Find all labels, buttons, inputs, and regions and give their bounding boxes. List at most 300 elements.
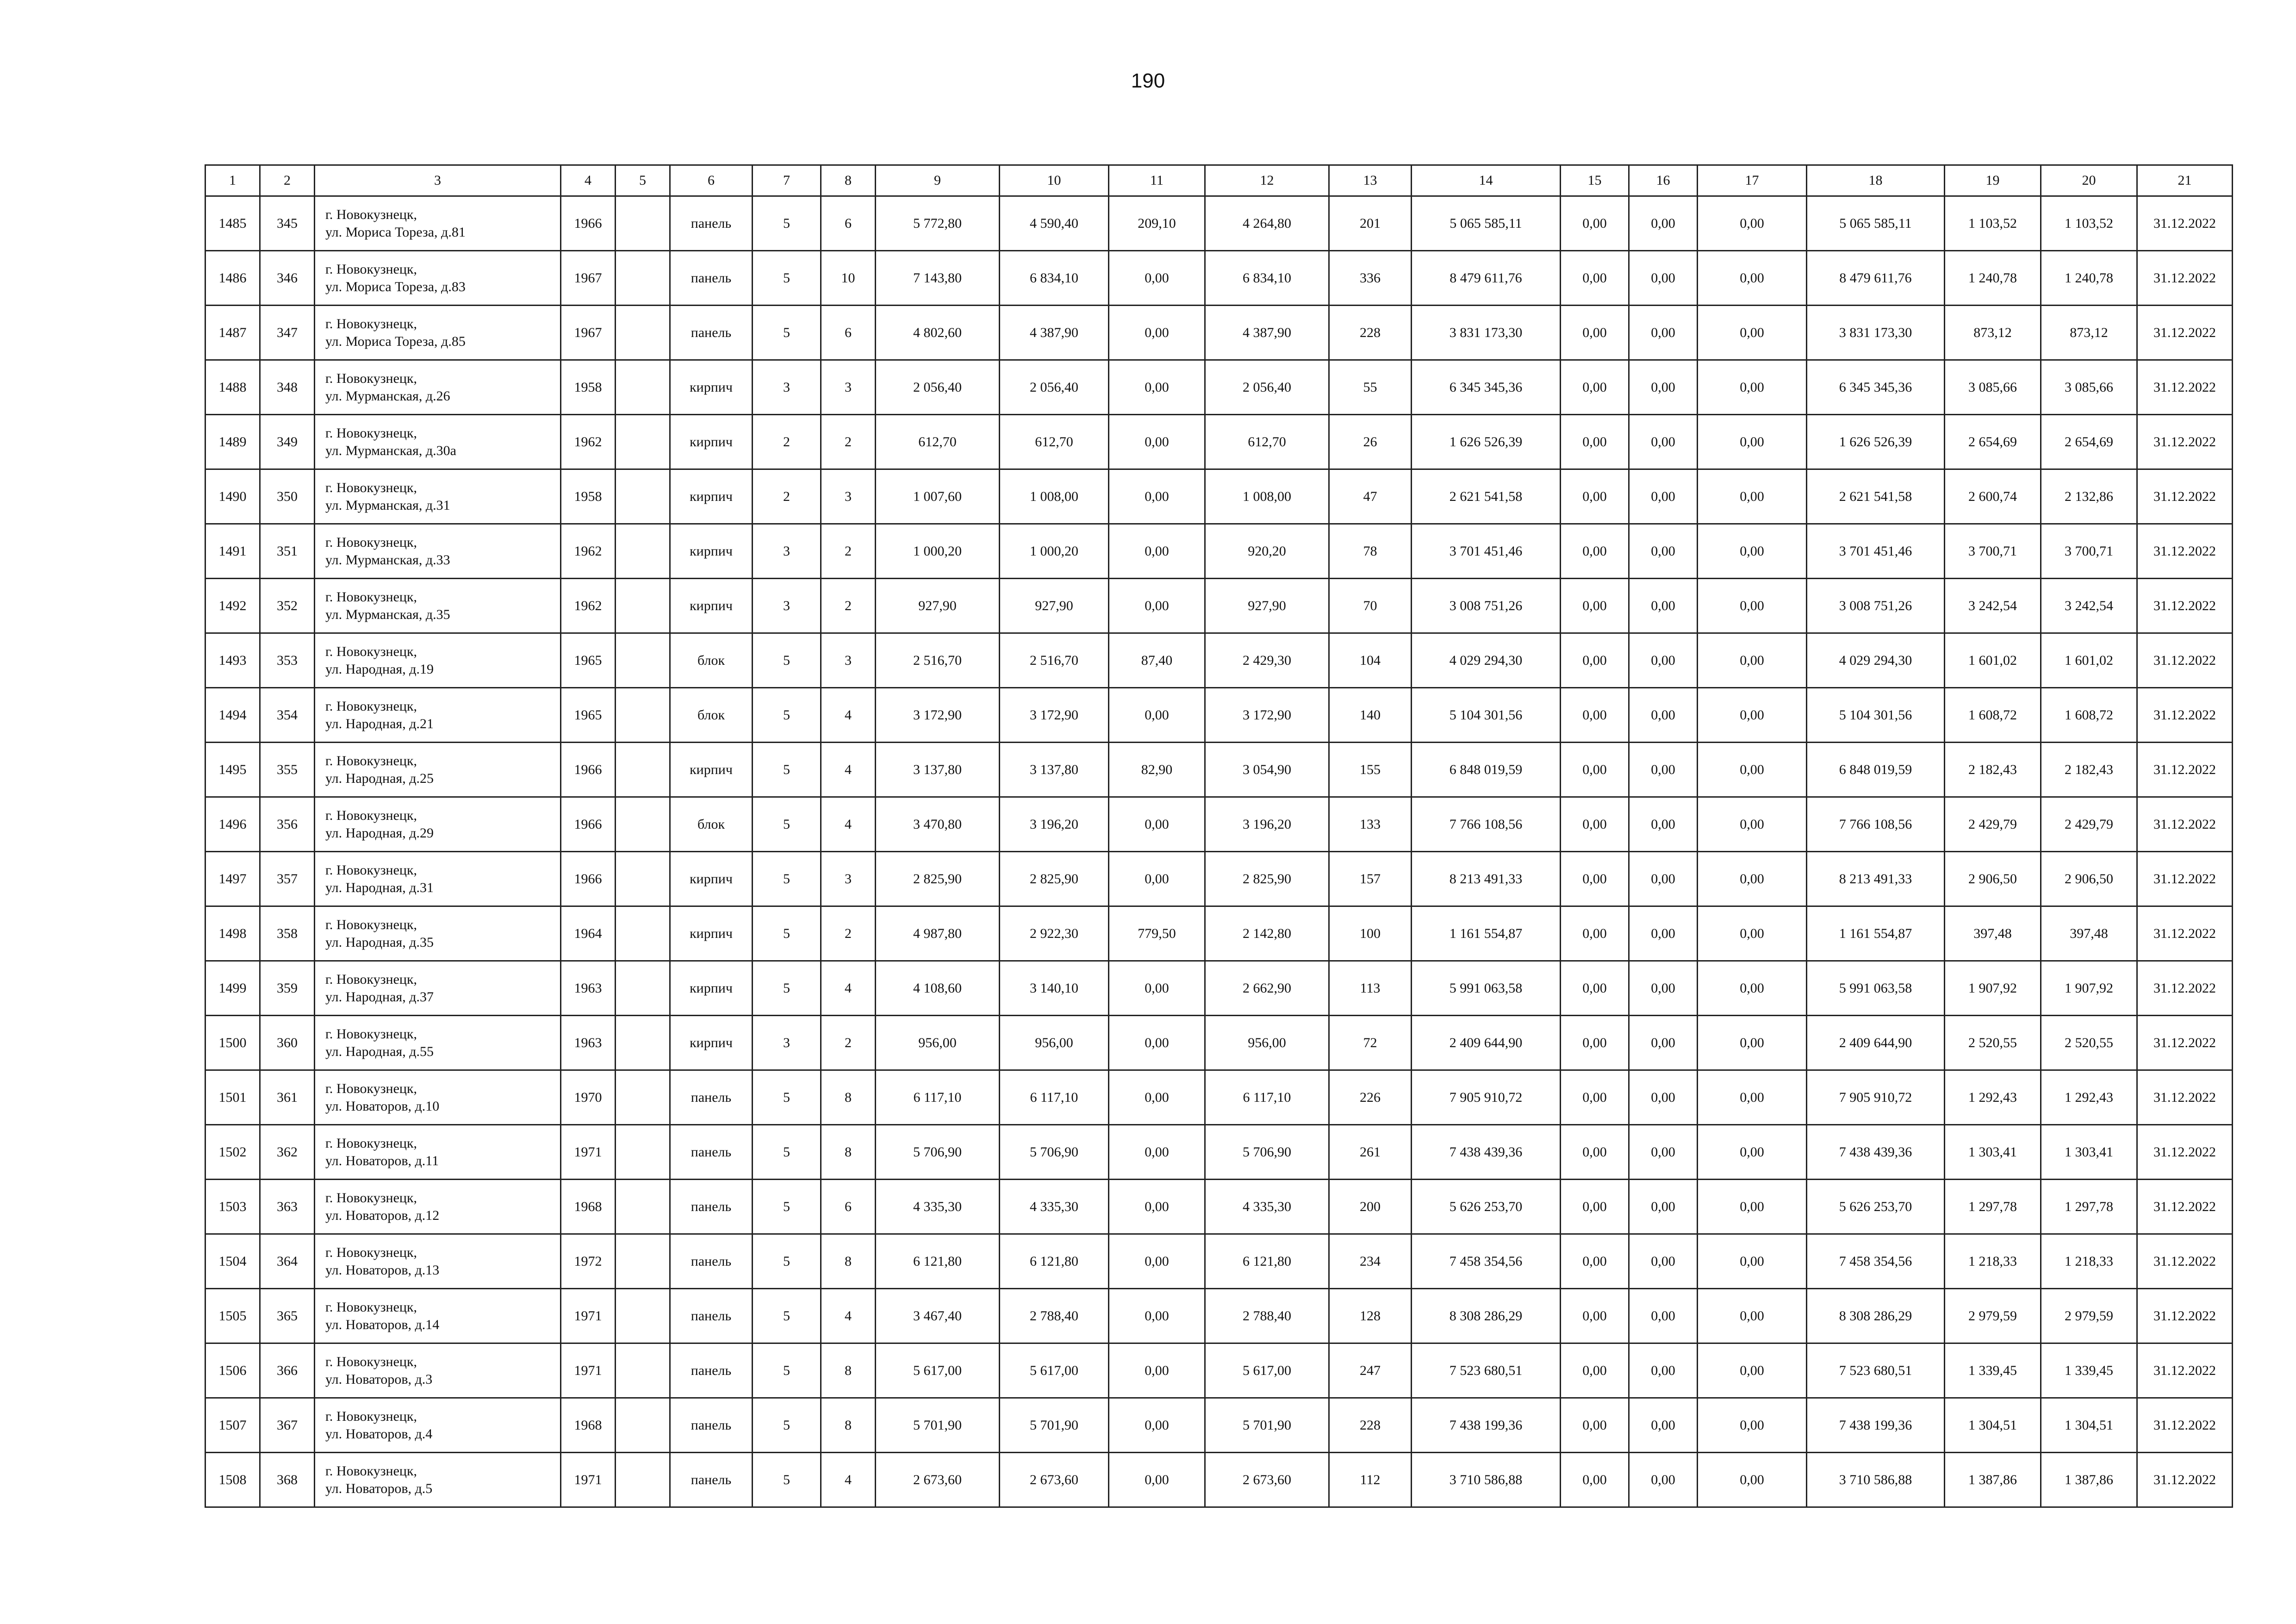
cell-col-20: 1 303,41 <box>2041 1125 2137 1180</box>
cell-col-15: 0,00 <box>1561 852 1629 906</box>
cell-col-18: 8 308 286,29 <box>1807 1289 1945 1343</box>
table-row <box>205 1234 2233 1289</box>
cell-col-15: 0,00 <box>1561 797 1629 852</box>
table-body <box>205 165 2233 1507</box>
cell-col-2: 366 <box>260 1343 315 1398</box>
cell-col-16: 0,00 <box>1629 524 1698 579</box>
cell-col-7: 5 <box>753 1125 821 1180</box>
cell-col-18: 6 345 345,36 <box>1807 360 1945 415</box>
address-street: ул. Мурманская, д.26 <box>325 388 450 404</box>
cell-col-16: 0,00 <box>1629 906 1698 961</box>
address-street: ул. Новаторов, д.13 <box>325 1262 440 1278</box>
cell-col-13: 112 <box>1329 1453 1412 1507</box>
cell-col-1: 1486 <box>205 251 260 306</box>
address-street: ул. Народная, д.29 <box>325 825 434 841</box>
address-cell <box>315 1234 561 1289</box>
cell-col-21: 31.12.2022 <box>2137 1453 2233 1507</box>
address-city: г. Новокузнецк, <box>325 480 417 495</box>
cell-col-5 <box>616 852 670 906</box>
cell-col-7: 3 <box>753 524 821 579</box>
cell-col-10: 3 140,10 <box>1000 961 1109 1016</box>
cell-col-2: 355 <box>260 743 315 797</box>
cell-col-2: 359 <box>260 961 315 1016</box>
cell-col-8: 8 <box>821 1234 876 1289</box>
housing-register-table <box>205 164 2233 1508</box>
cell-col-17: 0,00 <box>1698 251 1807 306</box>
cell-col-14: 6 848 019,59 <box>1412 743 1561 797</box>
address-cell <box>315 360 561 415</box>
address-street: ул. Новаторов, д.5 <box>325 1480 433 1496</box>
cell-col-16: 0,00 <box>1629 1453 1698 1507</box>
cell-col-16: 0,00 <box>1629 961 1698 1016</box>
cell-col-15: 0,00 <box>1561 1016 1629 1070</box>
cell-col-7: 5 <box>753 961 821 1016</box>
cell-col-18: 3 008 751,26 <box>1807 579 1945 633</box>
cell-col-12: 5 701,90 <box>1205 1398 1329 1453</box>
cell-col-15: 0,00 <box>1561 688 1629 743</box>
cell-col-5 <box>616 1343 670 1398</box>
address-city: г. Новокузнецк, <box>325 1026 417 1042</box>
cell-col-9: 5 701,90 <box>876 1398 1000 1453</box>
cell-col-12: 4 387,90 <box>1205 306 1329 360</box>
cell-col-13: 72 <box>1329 1016 1412 1070</box>
cell-col-1: 1491 <box>205 524 260 579</box>
cell-col-15: 0,00 <box>1561 1398 1629 1453</box>
address-cell <box>315 1070 561 1125</box>
cell-col-12: 6 117,10 <box>1205 1070 1329 1125</box>
cell-col-11: 87,40 <box>1109 633 1205 688</box>
cell-col-5 <box>616 1453 670 1507</box>
cell-col-19: 1 218,33 <box>1945 1234 2041 1289</box>
cell-col-21: 31.12.2022 <box>2137 1016 2233 1070</box>
cell-col-20: 873,12 <box>2041 306 2137 360</box>
cell-col-12: 2 825,90 <box>1205 852 1329 906</box>
cell-col-4: 1968 <box>561 1180 616 1234</box>
cell-col-9: 4 108,60 <box>876 961 1000 1016</box>
cell-col-11: 0,00 <box>1109 797 1205 852</box>
cell-col-15: 0,00 <box>1561 633 1629 688</box>
cell-col-13: 55 <box>1329 360 1412 415</box>
cell-col-11: 82,90 <box>1109 743 1205 797</box>
cell-col-6: кирпич <box>670 415 753 469</box>
cell-col-4: 1972 <box>561 1234 616 1289</box>
cell-col-17: 0,00 <box>1698 1180 1807 1234</box>
cell-col-15: 0,00 <box>1561 306 1629 360</box>
cell-col-8: 2 <box>821 906 876 961</box>
cell-col-12: 2 788,40 <box>1205 1289 1329 1343</box>
cell-col-19: 2 429,79 <box>1945 797 2041 852</box>
cell-col-19: 1 297,78 <box>1945 1180 2041 1234</box>
cell-col-21: 31.12.2022 <box>2137 852 2233 906</box>
cell-col-16: 0,00 <box>1629 797 1698 852</box>
cell-col-18: 3 710 586,88 <box>1807 1453 1945 1507</box>
cell-col-6: панель <box>670 1180 753 1234</box>
cell-col-7: 5 <box>753 1180 821 1234</box>
cell-col-17: 0,00 <box>1698 852 1807 906</box>
cell-col-20: 1 218,33 <box>2041 1234 2137 1289</box>
column-number: 8 <box>821 165 876 196</box>
cell-col-14: 8 213 491,33 <box>1412 852 1561 906</box>
cell-col-8: 4 <box>821 797 876 852</box>
table-row <box>205 906 2233 961</box>
address-city: г. Новокузнецк, <box>325 206 417 222</box>
table-row <box>205 1453 2233 1507</box>
cell-col-2: 364 <box>260 1234 315 1289</box>
cell-col-17: 0,00 <box>1698 743 1807 797</box>
cell-col-16: 0,00 <box>1629 852 1698 906</box>
cell-col-9: 4 987,80 <box>876 906 1000 961</box>
address-street: ул. Народная, д.21 <box>325 716 434 731</box>
cell-col-13: 226 <box>1329 1070 1412 1125</box>
cell-col-19: 2 600,74 <box>1945 469 2041 524</box>
table-row <box>205 1343 2233 1398</box>
cell-col-1: 1500 <box>205 1016 260 1070</box>
cell-col-1: 1489 <box>205 415 260 469</box>
column-number: 6 <box>670 165 753 196</box>
cell-col-1: 1508 <box>205 1453 260 1507</box>
cell-col-16: 0,00 <box>1629 1070 1698 1125</box>
cell-col-14: 7 905 910,72 <box>1412 1070 1561 1125</box>
cell-col-11: 0,00 <box>1109 306 1205 360</box>
table-row <box>205 524 2233 579</box>
address-cell <box>315 1398 561 1453</box>
cell-col-15: 0,00 <box>1561 906 1629 961</box>
cell-col-6: панель <box>670 1398 753 1453</box>
cell-col-7: 5 <box>753 743 821 797</box>
cell-col-14: 3 701 451,46 <box>1412 524 1561 579</box>
table-row <box>205 415 2233 469</box>
cell-col-19: 1 292,43 <box>1945 1070 2041 1125</box>
cell-col-9: 5 706,90 <box>876 1125 1000 1180</box>
address-city: г. Новокузнецк, <box>325 862 417 878</box>
column-number: 11 <box>1109 165 1205 196</box>
cell-col-9: 2 825,90 <box>876 852 1000 906</box>
cell-col-20: 397,48 <box>2041 906 2137 961</box>
cell-col-12: 5 706,90 <box>1205 1125 1329 1180</box>
cell-col-8: 2 <box>821 1016 876 1070</box>
cell-col-21: 31.12.2022 <box>2137 579 2233 633</box>
cell-col-5 <box>616 906 670 961</box>
address-cell <box>315 961 561 1016</box>
cell-col-6: блок <box>670 633 753 688</box>
cell-col-8: 4 <box>821 961 876 1016</box>
cell-col-9: 2 056,40 <box>876 360 1000 415</box>
cell-col-1: 1504 <box>205 1234 260 1289</box>
cell-col-7: 5 <box>753 688 821 743</box>
cell-col-12: 927,90 <box>1205 579 1329 633</box>
column-number: 12 <box>1205 165 1329 196</box>
cell-col-20: 2 132,86 <box>2041 469 2137 524</box>
cell-col-14: 4 029 294,30 <box>1412 633 1561 688</box>
cell-col-9: 1 007,60 <box>876 469 1000 524</box>
cell-col-1: 1497 <box>205 852 260 906</box>
cell-col-6: блок <box>670 797 753 852</box>
cell-col-11: 0,00 <box>1109 1289 1205 1343</box>
cell-col-12: 2 142,80 <box>1205 906 1329 961</box>
cell-col-2: 354 <box>260 688 315 743</box>
cell-col-9: 7 143,80 <box>876 251 1000 306</box>
cell-col-6: кирпич <box>670 1016 753 1070</box>
cell-col-7: 5 <box>753 1398 821 1453</box>
cell-col-5 <box>616 251 670 306</box>
cell-col-20: 1 304,51 <box>2041 1398 2137 1453</box>
cell-col-10: 1 000,20 <box>1000 524 1109 579</box>
cell-col-21: 31.12.2022 <box>2137 743 2233 797</box>
cell-col-18: 5 626 253,70 <box>1807 1180 1945 1234</box>
cell-col-10: 2 056,40 <box>1000 360 1109 415</box>
cell-col-5 <box>616 1289 670 1343</box>
cell-col-1: 1507 <box>205 1398 260 1453</box>
cell-col-8: 4 <box>821 1453 876 1507</box>
address-cell <box>315 415 561 469</box>
cell-col-4: 1971 <box>561 1289 616 1343</box>
cell-col-17: 0,00 <box>1698 797 1807 852</box>
column-number: 14 <box>1412 165 1561 196</box>
cell-col-5 <box>616 360 670 415</box>
cell-col-13: 228 <box>1329 306 1412 360</box>
cell-col-8: 8 <box>821 1398 876 1453</box>
cell-col-18: 7 523 680,51 <box>1807 1343 1945 1398</box>
cell-col-15: 0,00 <box>1561 743 1629 797</box>
cell-col-7: 5 <box>753 797 821 852</box>
cell-col-10: 6 834,10 <box>1000 251 1109 306</box>
cell-col-18: 5 991 063,58 <box>1807 961 1945 1016</box>
cell-col-7: 5 <box>753 251 821 306</box>
cell-col-12: 3 054,90 <box>1205 743 1329 797</box>
cell-col-17: 0,00 <box>1698 196 1807 251</box>
column-number: 17 <box>1698 165 1807 196</box>
cell-col-17: 0,00 <box>1698 415 1807 469</box>
cell-col-2: 345 <box>260 196 315 251</box>
cell-col-18: 7 438 439,36 <box>1807 1125 1945 1180</box>
cell-col-20: 2 182,43 <box>2041 743 2137 797</box>
cell-col-21: 31.12.2022 <box>2137 1070 2233 1125</box>
cell-col-8: 3 <box>821 852 876 906</box>
cell-col-16: 0,00 <box>1629 579 1698 633</box>
cell-col-16: 0,00 <box>1629 251 1698 306</box>
cell-col-21: 31.12.2022 <box>2137 1289 2233 1343</box>
cell-col-16: 0,00 <box>1629 360 1698 415</box>
table-row <box>205 306 2233 360</box>
cell-col-17: 0,00 <box>1698 1070 1807 1125</box>
cell-col-12: 3 196,20 <box>1205 797 1329 852</box>
cell-col-9: 4 335,30 <box>876 1180 1000 1234</box>
cell-col-12: 956,00 <box>1205 1016 1329 1070</box>
cell-col-19: 397,48 <box>1945 906 2041 961</box>
cell-col-5 <box>616 961 670 1016</box>
cell-col-12: 6 834,10 <box>1205 251 1329 306</box>
cell-col-8: 6 <box>821 1180 876 1234</box>
cell-col-1: 1485 <box>205 196 260 251</box>
cell-col-11: 0,00 <box>1109 961 1205 1016</box>
cell-col-1: 1502 <box>205 1125 260 1180</box>
cell-col-20: 1 339,45 <box>2041 1343 2137 1398</box>
cell-col-5 <box>616 797 670 852</box>
address-city: г. Новокузнецк, <box>325 1190 417 1206</box>
address-cell <box>315 852 561 906</box>
cell-col-21: 31.12.2022 <box>2137 1343 2233 1398</box>
cell-col-20: 3 085,66 <box>2041 360 2137 415</box>
cell-col-1: 1498 <box>205 906 260 961</box>
cell-col-19: 1 387,86 <box>1945 1453 2041 1507</box>
cell-col-10: 4 335,30 <box>1000 1180 1109 1234</box>
table-row <box>205 251 2233 306</box>
table-row <box>205 1180 2233 1234</box>
address-street: ул. Новаторов, д.12 <box>325 1207 440 1223</box>
cell-col-18: 7 458 354,56 <box>1807 1234 1945 1289</box>
cell-col-6: панель <box>670 196 753 251</box>
cell-col-2: 352 <box>260 579 315 633</box>
address-city: г. Новокузнецк, <box>325 1135 417 1151</box>
cell-col-8: 3 <box>821 469 876 524</box>
cell-col-18: 5 104 301,56 <box>1807 688 1945 743</box>
cell-col-11: 0,00 <box>1109 360 1205 415</box>
address-cell <box>315 797 561 852</box>
cell-col-18: 3 701 451,46 <box>1807 524 1945 579</box>
cell-col-13: 26 <box>1329 415 1412 469</box>
cell-col-12: 920,20 <box>1205 524 1329 579</box>
table-row <box>205 360 2233 415</box>
cell-col-2: 347 <box>260 306 315 360</box>
cell-col-13: 247 <box>1329 1343 1412 1398</box>
cell-col-15: 0,00 <box>1561 196 1629 251</box>
cell-col-11: 0,00 <box>1109 852 1205 906</box>
cell-col-4: 1971 <box>561 1453 616 1507</box>
column-number: 13 <box>1329 165 1412 196</box>
cell-col-19: 2 182,43 <box>1945 743 2041 797</box>
cell-col-1: 1487 <box>205 306 260 360</box>
column-number: 7 <box>753 165 821 196</box>
cell-col-18: 2 409 644,90 <box>1807 1016 1945 1070</box>
address-city: г. Новокузнецк, <box>325 698 417 714</box>
cell-col-19: 1 304,51 <box>1945 1398 2041 1453</box>
cell-col-11: 0,00 <box>1109 1180 1205 1234</box>
address-street: ул. Новаторов, д.3 <box>325 1371 433 1387</box>
address-street: ул. Народная, д.25 <box>325 770 434 786</box>
address-street: ул. Мурманская, д.30а <box>325 443 456 458</box>
cell-col-4: 1966 <box>561 743 616 797</box>
cell-col-9: 5 772,80 <box>876 196 1000 251</box>
cell-col-2: 350 <box>260 469 315 524</box>
cell-col-5 <box>616 196 670 251</box>
cell-col-14: 8 479 611,76 <box>1412 251 1561 306</box>
cell-col-17: 0,00 <box>1698 906 1807 961</box>
address-city: г. Новокузнецк, <box>325 971 417 987</box>
cell-col-6: кирпич <box>670 360 753 415</box>
address-street: ул. Народная, д.31 <box>325 880 434 895</box>
cell-col-15: 0,00 <box>1561 961 1629 1016</box>
cell-col-19: 2 654,69 <box>1945 415 2041 469</box>
cell-col-14: 5 991 063,58 <box>1412 961 1561 1016</box>
table-row <box>205 633 2233 688</box>
cell-col-8: 6 <box>821 306 876 360</box>
cell-col-14: 5 065 585,11 <box>1412 196 1561 251</box>
cell-col-1: 1503 <box>205 1180 260 1234</box>
cell-col-20: 1 292,43 <box>2041 1070 2137 1125</box>
cell-col-10: 5 701,90 <box>1000 1398 1109 1453</box>
table-row <box>205 961 2233 1016</box>
cell-col-5 <box>616 1016 670 1070</box>
cell-col-14: 1 626 526,39 <box>1412 415 1561 469</box>
cell-col-17: 0,00 <box>1698 688 1807 743</box>
cell-col-7: 5 <box>753 1453 821 1507</box>
address-cell <box>315 688 561 743</box>
cell-col-6: панель <box>670 1234 753 1289</box>
cell-col-21: 31.12.2022 <box>2137 633 2233 688</box>
cell-col-15: 0,00 <box>1561 360 1629 415</box>
address-city: г. Новокузнецк, <box>325 316 417 331</box>
cell-col-10: 3 196,20 <box>1000 797 1109 852</box>
cell-col-7: 5 <box>753 633 821 688</box>
cell-col-15: 0,00 <box>1561 579 1629 633</box>
address-cell <box>315 1289 561 1343</box>
column-number: 2 <box>260 165 315 196</box>
cell-col-16: 0,00 <box>1629 306 1698 360</box>
cell-col-17: 0,00 <box>1698 1289 1807 1343</box>
cell-col-21: 31.12.2022 <box>2137 961 2233 1016</box>
column-number: 1 <box>205 165 260 196</box>
cell-col-13: 200 <box>1329 1180 1412 1234</box>
cell-col-19: 3 242,54 <box>1945 579 2041 633</box>
address-city: г. Новокузнецк, <box>325 1244 417 1260</box>
cell-col-1: 1488 <box>205 360 260 415</box>
address-street: ул. Народная, д.35 <box>325 934 434 950</box>
cell-col-15: 0,00 <box>1561 1125 1629 1180</box>
cell-col-20: 2 906,50 <box>2041 852 2137 906</box>
cell-col-12: 3 172,90 <box>1205 688 1329 743</box>
cell-col-19: 2 520,55 <box>1945 1016 2041 1070</box>
address-cell <box>315 251 561 306</box>
cell-col-1: 1495 <box>205 743 260 797</box>
cell-col-17: 0,00 <box>1698 579 1807 633</box>
address-street: ул. Мориса Тореза, д.81 <box>325 224 466 240</box>
cell-col-6: блок <box>670 688 753 743</box>
cell-col-17: 0,00 <box>1698 524 1807 579</box>
cell-col-18: 1 161 554,87 <box>1807 906 1945 961</box>
cell-col-20: 2 429,79 <box>2041 797 2137 852</box>
cell-col-6: кирпич <box>670 961 753 1016</box>
cell-col-6: кирпич <box>670 469 753 524</box>
cell-col-19: 3 085,66 <box>1945 360 2041 415</box>
cell-col-11: 0,00 <box>1109 1234 1205 1289</box>
cell-col-8: 8 <box>821 1343 876 1398</box>
cell-col-6: панель <box>670 251 753 306</box>
address-cell <box>315 743 561 797</box>
cell-col-16: 0,00 <box>1629 743 1698 797</box>
cell-col-13: 336 <box>1329 251 1412 306</box>
cell-col-18: 8 479 611,76 <box>1807 251 1945 306</box>
address-city: г. Новокузнецк, <box>325 807 417 823</box>
column-number: 3 <box>315 165 561 196</box>
cell-col-8: 6 <box>821 196 876 251</box>
address-city: г. Новокузнецк, <box>325 1081 417 1096</box>
cell-col-2: 349 <box>260 415 315 469</box>
cell-col-9: 6 117,10 <box>876 1070 1000 1125</box>
cell-col-4: 1965 <box>561 688 616 743</box>
cell-col-20: 1 103,52 <box>2041 196 2137 251</box>
cell-col-10: 956,00 <box>1000 1016 1109 1070</box>
table-row <box>205 579 2233 633</box>
address-city: г. Новокузнецк, <box>325 1299 417 1315</box>
cell-col-14: 7 438 439,36 <box>1412 1125 1561 1180</box>
cell-col-20: 1 608,72 <box>2041 688 2137 743</box>
address-cell <box>315 1125 561 1180</box>
address-city: г. Новокузнецк, <box>325 1463 417 1479</box>
cell-col-17: 0,00 <box>1698 1234 1807 1289</box>
cell-col-19: 873,12 <box>1945 306 2041 360</box>
cell-col-11: 0,00 <box>1109 1070 1205 1125</box>
cell-col-19: 3 700,71 <box>1945 524 2041 579</box>
